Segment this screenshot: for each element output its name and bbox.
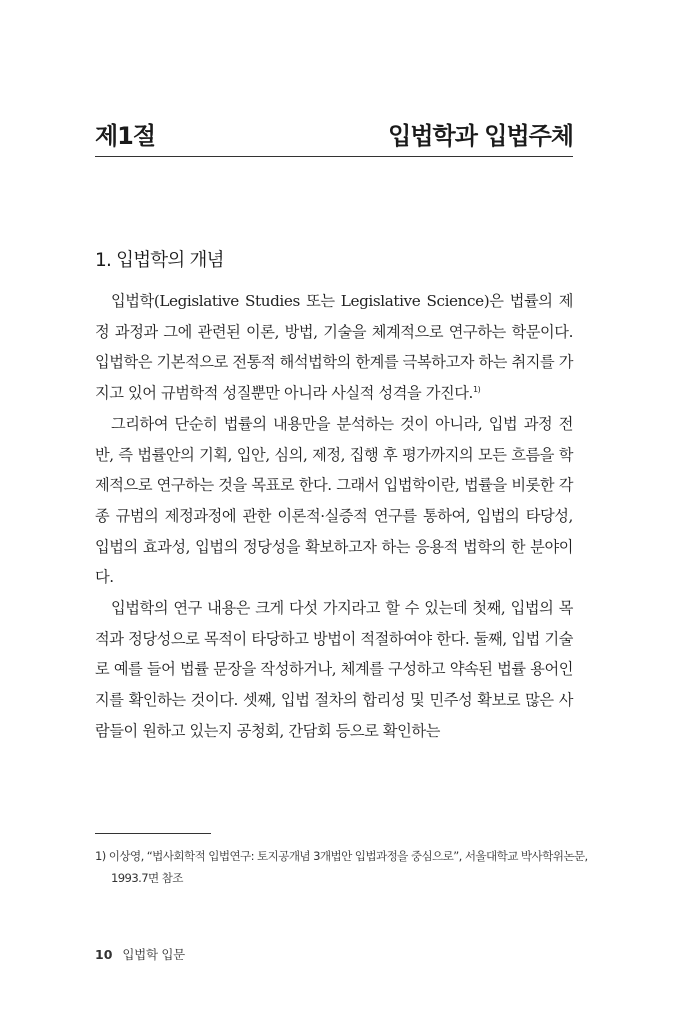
chapter-number: 제1절	[95, 122, 156, 150]
page-header	[95, 116, 573, 157]
paragraph-2: 그리하여 단순히 법률의 내용만을 분석하는 것이 아니라, 입법 과정 전반, 즉 법률안의 기획, 입안, 심의, 제정, 집행 후 평가까지의 모든 흐름을 학제적으로 연구하는 것을 목표로 한다. 그래서 입법학이란, 법률을 비롯한 각종 규범의 제정과정에 관한 이론적·실증적 연구를 통하여, 입법의 타당성, 입법의 효과성, 입법의 정당성을 확보하고자 하는 응용적 법학의 한 분야이다.	[95, 414, 573, 587]
chapter-title: 입법학과 입법주체	[388, 122, 573, 150]
paragraph-1	[95, 286, 573, 409]
section-heading: 1. 입법학의 개념	[95, 250, 224, 271]
footnote: 1) 이상영, “법사회학적 입법연구: 토지공개념 3개법안 입법과정을 중심으로”, 서울대학교 박사학위논문, 1993.7면 참조	[95, 849, 588, 885]
page-number: 10	[95, 947, 113, 962]
page-footer	[95, 945, 185, 963]
footnote-reference[interactable]: 1)	[472, 385, 481, 395]
paragraph-1-text: 입법학(Legislative Studies 또는 Legislative Science)은 법률의 제정 과정과 그에 관련된 이론, 방법, 기술을 체계적으로 연구하는 학문이다. 입법학은 기본적으로 전통적 해석법학의 한계를 극복하고자 하는 취지를 가지고 있어 규범학적 성질뿐만 아니라 사실적 성격을 가진다.	[95, 292, 573, 403]
running-title: 입법학 입문	[122, 947, 185, 962]
footnote-divider	[95, 833, 211, 834]
body-text	[95, 286, 573, 747]
paragraph-3: 입법학의 연구 내용은 크게 다섯 가지라고 할 수 있는데 첫째, 입법의 목적과 정당성으로 목적이 타당하고 방법이 적절하여야 한다. 둘째, 입법 기술로 예를 들어 법률 문장을 작성하거나, 체계를 구성하고 약속된 법률 용어인지를 확인하는 것이다. 셋째, 입법 절차의 합리성 및 민주성 확보로 많은 사람들이 원하고 있는지 공청회, 간담회 등으로 확인하는	[95, 599, 573, 740]
